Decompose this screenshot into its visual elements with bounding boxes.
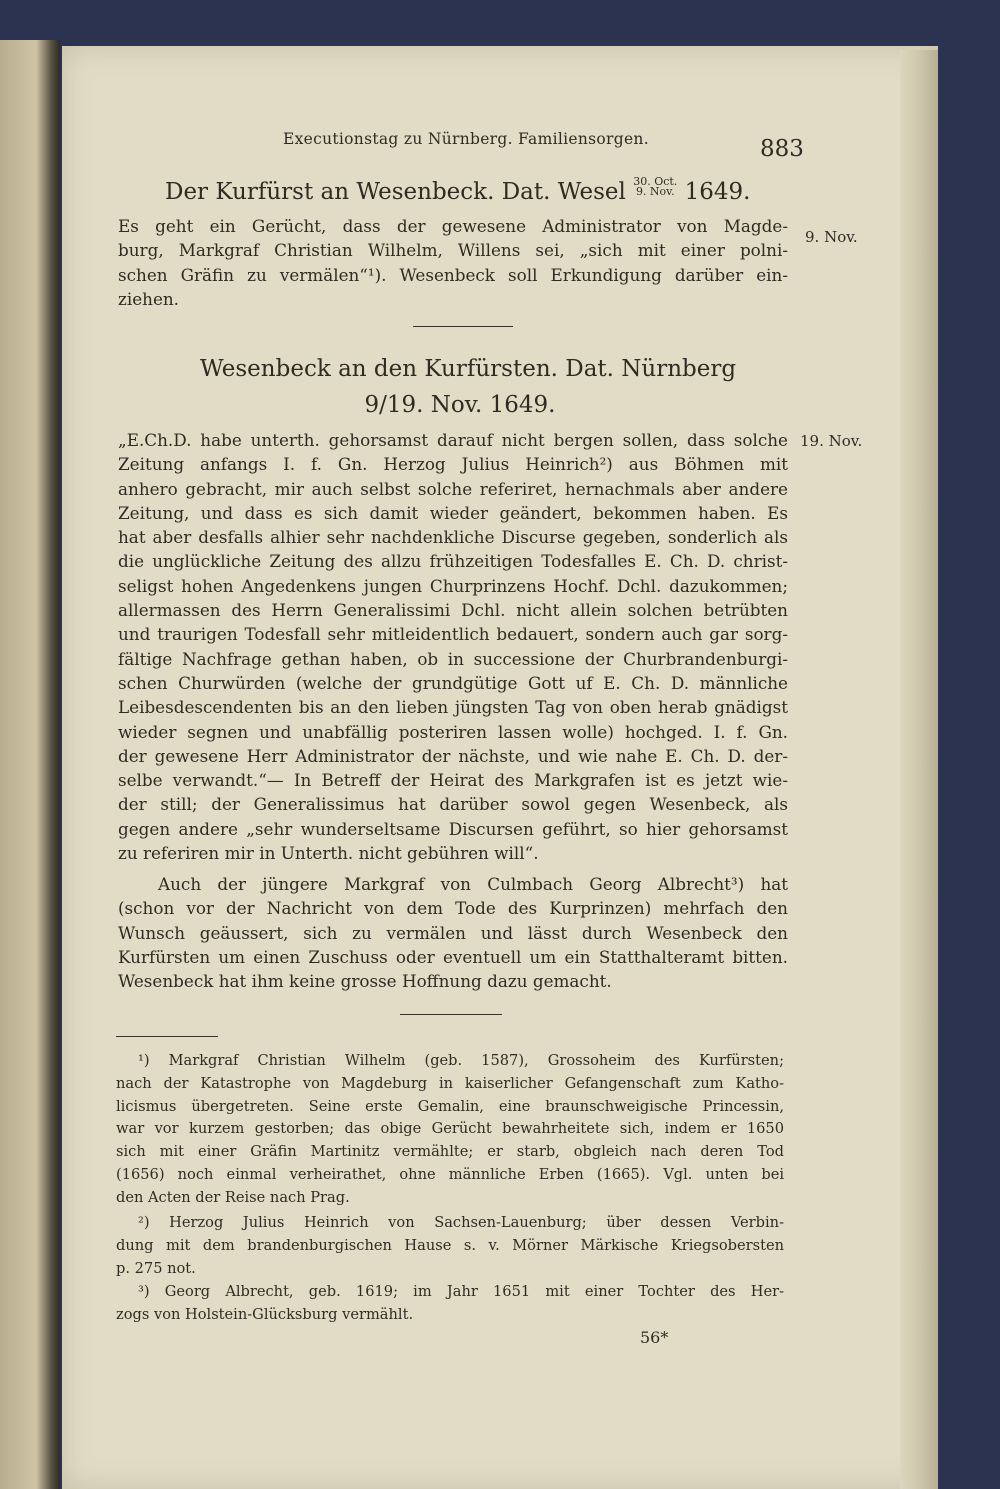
letter1-heading-date — [633, 177, 677, 197]
text-line: selbe verwandt.“— In Betreff der Heirat des Markgrafen ist es jetzt wie- — [118, 770, 788, 791]
letter1-date-bottom: 9. Nov. — [635, 185, 675, 198]
text-line: wieder segnen und unabfällig posteriren lassen wolle) hochged. I. f. Gn. — [118, 721, 788, 742]
text-line: Es geht ein Gerücht, dass der gewesene Administrator von Magde- — [118, 216, 788, 236]
page-number: 883 — [760, 136, 804, 162]
text-line: seligst hohen Angedenkens jungen Churprinzens Hochf. Dchl. dazukommen; — [118, 575, 788, 596]
letter1-margin-date: 9. Nov. — [805, 228, 858, 246]
letter2-para1 — [118, 428, 788, 865]
footnote-line: sich mit einer Gräfin Martinitz vermählte; er starb, obgleich nach deren Tod — [116, 1143, 784, 1161]
footnote-3 — [116, 1281, 784, 1327]
text-line: zu referiren mir in Unterth. nicht gebühren will“. — [118, 843, 539, 864]
footnote-line: p. 275 not. — [116, 1259, 196, 1277]
text-line: Auch der jüngere Markgraf von Culmbach Georg Albrecht³) hat — [158, 874, 788, 894]
footnote-line: war vor kurzem gestorben; das obige Gerücht bewahrheitete sich, indem er 1650 — [116, 1120, 784, 1138]
text-line: fältige Nachfrage gethan haben, ob in successione der Churbrandenburgi- — [118, 648, 788, 669]
text-line: allermassen des Herrn Generalissimi Dchl. nicht allein solchen betrübten — [118, 600, 788, 621]
footnote-line: ¹) Markgraf Christian Wilhelm (geb. 1587), Grossoheim des Kurfürsten; — [138, 1052, 784, 1069]
text-line: (schon vor der Nachricht von dem Tode des Kurprinzen) mehrfach den — [118, 898, 788, 919]
footnote-line: nach der Katastrophe von Magdeburg in kaiserlicher Gefangenschaft zum Katho- — [116, 1074, 784, 1092]
footnote-1 — [116, 1050, 784, 1210]
letter1-date-top: 30. Oct. — [633, 175, 678, 188]
page-stack-edge — [900, 50, 938, 1489]
letter1-heading — [165, 177, 750, 205]
text-line: Kurfürsten um einen Zuschuss oder eventuell um ein Statthalteramt bitten. — [118, 946, 788, 967]
text-line: der still; der Generalissimus hat darüber sowol gegen Wesenbeck, als — [118, 794, 788, 815]
footnote-line: dung mit dem brandenburgischen Hause s. v. Mörner Märkische Kriegsobersten — [116, 1236, 784, 1254]
text-line: Zeitung anfangs I. f. Gn. Herzog Julius Heinrich²) aus Böhmen mit — [118, 454, 788, 475]
footnote-2 — [116, 1212, 784, 1280]
section-divider — [413, 326, 513, 327]
text-line: burg, Markgraf Christian Wilhelm, Willens sei, „sich mit einer polni- — [118, 240, 788, 261]
text-line: Zeitung, und dass es sich damit wieder geändert, bekommen haben. Es — [118, 502, 788, 523]
letter1-heading-main: Der Kurfürst an Wesenbeck. Dat. Wesel — [165, 179, 626, 205]
text-line: Wunsch geäussert, sich zu vermälen und lässt durch Wesenbeck den — [118, 922, 788, 943]
text-line: Leibesdescendenten bis an den lieben jüngsten Tag von oben herab gnädigst — [118, 697, 788, 718]
footnote-line: zogs von Holstein-Glücksburg vermählt. — [116, 1305, 414, 1323]
letter2-heading-line2: 9/19. Nov. 1649. — [364, 392, 556, 418]
footnote-rule — [116, 1036, 218, 1037]
letter1-body — [118, 214, 788, 311]
text-line: gegen andere „sehr wunderseltsame Discursen geführt, so hier gehorsamst — [118, 818, 788, 839]
text-line: hat aber desfalls alhier sehr nachdenkliche Discurse gegeben, sonderlich als — [118, 527, 788, 548]
footnote-line: licismus übergetreten. Seine erste Gemalin, eine braunschweigische Princessin, — [116, 1097, 784, 1115]
letter2-heading-line1: Wesenbeck an den Kurfürsten. Dat. Nürnberg — [200, 356, 737, 382]
text-line: ziehen. — [118, 288, 180, 309]
book-cover-edge — [0, 40, 60, 1489]
text-line: anhero gebracht, mir auch selbst solche referiret, hernachmals aber andere — [118, 478, 788, 499]
text-line: schen Churwürden (welche der grundgütige Gott uf E. Ch. D. männliche — [118, 672, 788, 693]
text-line: „E.Ch.D. habe unterth. gehorsamst darauf nicht bergen sollen, dass solche — [118, 430, 788, 450]
letter2-margin-date: 19. Nov. — [800, 432, 863, 450]
letter1-heading-year: 1649. — [684, 179, 751, 205]
text-line: der gewesene Herr Administrator der nächste, und wie nahe E. Ch. D. der- — [118, 745, 788, 766]
running-head: Executionstag zu Nürnberg. Familiensorgen. — [283, 130, 649, 148]
footnote-line: ²) Herzog Julius Heinrich von Sachsen-Lauenburg; über dessen Verbin- — [138, 1214, 784, 1231]
footnote-line: den Acten der Reise nach Prag. — [116, 1188, 350, 1206]
letter2-para2 — [118, 872, 788, 993]
text-line: Wesenbeck hat ihm keine grosse Hoffnung dazu gemacht. — [118, 971, 612, 992]
printer-signature: 56* — [640, 1328, 669, 1347]
text-line: und traurigen Todesfall sehr mitleidentlich bedauert, sondern auch gar sorg- — [118, 624, 788, 645]
footnote-line: ³) Georg Albrecht, geb. 1619; im Jahr 1651 mit einer Tochter des Her- — [138, 1283, 784, 1300]
section-divider — [400, 1014, 502, 1015]
text-line: die unglückliche Zeitung des allzu frühzeitigen Todesfalles E. Ch. D. christ- — [118, 551, 788, 572]
footnote-line: (1656) noch einmal verheirathet, ohne männliche Erben (1665). Vgl. unten bei — [116, 1165, 784, 1183]
text-line: schen Gräfin zu vermälen“¹). Wesenbeck soll Erkundigung darüber ein- — [118, 264, 788, 285]
